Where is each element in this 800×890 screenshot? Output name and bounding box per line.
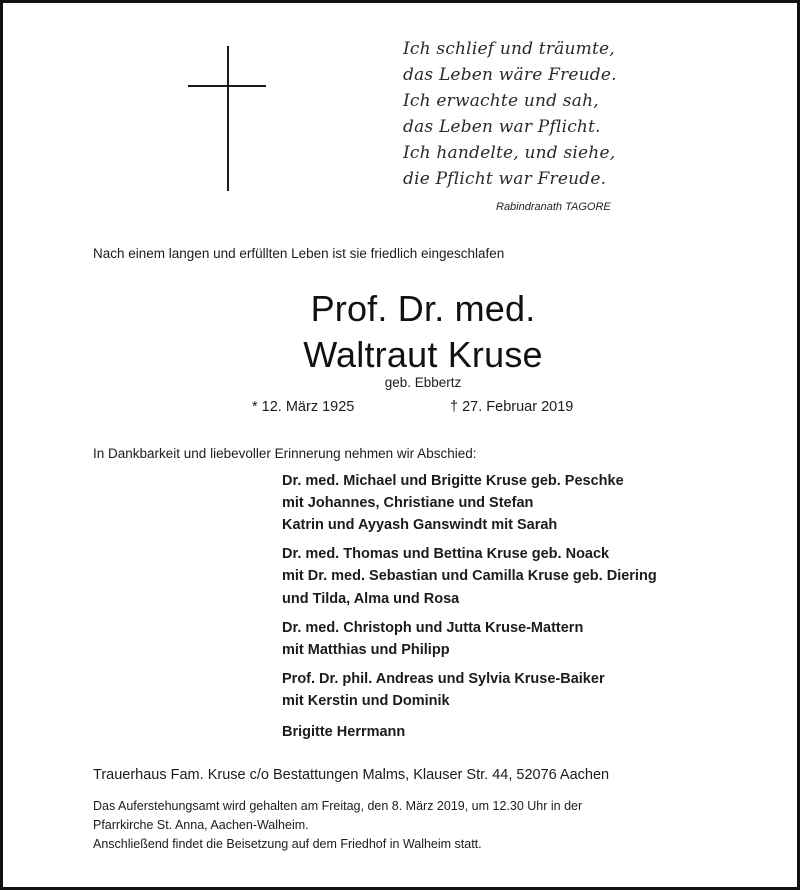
mourner-line: Prof. Dr. phil. Andreas und Sylvia Kruse-Baiker	[282, 671, 605, 687]
mourner-line: mit Matthias und Philipp	[282, 642, 450, 658]
service-line: Anschließend findet die Beisetzung auf dem Friedhof in Walheim statt.	[93, 837, 482, 851]
mourner-line: mit Johannes, Christiane und Stefan	[282, 495, 534, 511]
death-date: † 27. Februar 2019	[450, 399, 574, 415]
poem-line: Ich handelte, und siehe,	[403, 143, 616, 163]
cross-icon	[227, 46, 229, 191]
mourner-line: Katrin und Ayyash Ganswindt mit Sarah	[282, 517, 558, 533]
mourner-line: mit Dr. med. Sebastian und Camilla Kruse geb. Diering	[282, 568, 657, 584]
poem-line: das Leben war Pflicht.	[403, 117, 601, 137]
service-line: Das Auferstehungsamt wird gehalten am Freitag, den 8. März 2019, um 12.30 Uhr in der	[93, 799, 583, 813]
service-line: Pfarrkirche St. Anna, Aachen-Walheim.	[93, 818, 309, 832]
farewell-text: In Dankbarkeit und liebevoller Erinnerung nehmen wir Abschied:	[93, 446, 477, 461]
intro-text: Nach einem langen und erfüllten Leben ist sie friedlich eingeschlafen	[93, 246, 505, 261]
poem-author: Rabindranath TAGORE	[496, 201, 611, 213]
mourner-line: mit Kerstin und Dominik	[282, 693, 450, 709]
birth-name: geb. Ebbertz	[384, 375, 462, 390]
poem-line: das Leben wäre Freude.	[403, 65, 617, 85]
poem-line: Ich schlief und träumte,	[403, 39, 615, 59]
birth-date: * 12. März 1925	[252, 399, 355, 415]
deceased-name: Waltraut Kruse	[303, 334, 543, 375]
poem-line: die Pflicht war Freude.	[403, 169, 607, 189]
mourning-house-address: Trauerhaus Fam. Kruse c/o Bestattungen Malms, Klauser Str. 44, 52076 Aachen	[93, 767, 610, 783]
cross-icon-bar	[188, 85, 266, 87]
mourner-line: Dr. med. Thomas und Bettina Kruse geb. Noack	[282, 546, 610, 562]
mourner-line: Dr. med. Christoph und Jutta Kruse-Mattern	[282, 620, 584, 636]
poem-line: Ich erwachte und sah,	[403, 91, 599, 111]
mourner-line: Dr. med. Michael und Brigitte Kruse geb. Peschke	[282, 473, 624, 489]
mourner-line: Brigitte Herrmann	[282, 724, 406, 740]
mourner-line: und Tilda, Alma und Rosa	[282, 591, 460, 607]
deceased-title: Prof. Dr. med.	[310, 288, 536, 329]
